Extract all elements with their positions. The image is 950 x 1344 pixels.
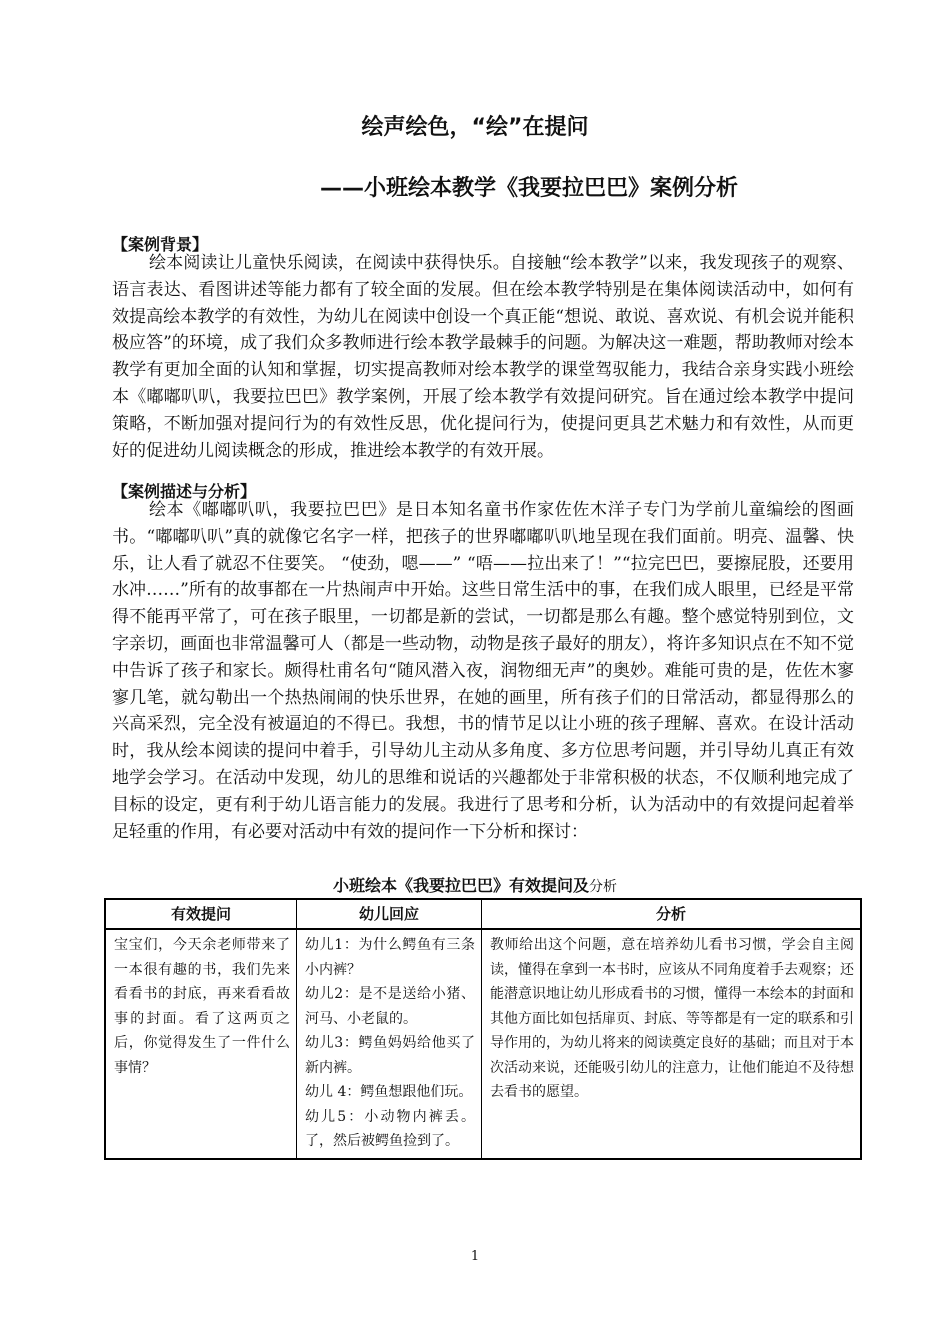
header-response: 幼儿回应 bbox=[297, 899, 482, 929]
response-item: 幼儿 4：鳄鱼想跟他们玩。 bbox=[305, 1084, 473, 1100]
response-item: 幼儿1：为什么鳄鱼有三条小内裤？ bbox=[305, 937, 475, 978]
page-number: 1 bbox=[470, 1249, 480, 1264]
response-item: 幼儿2：是不是送给小猪、河马、小老鼠的。 bbox=[305, 986, 475, 1027]
table-title bbox=[0, 873, 950, 896]
analysis-cell: 教师给出这个问题，意在培养幼儿看书习惯，学会自主阅读，懂得在拿到一本书时，应该从不同角度着手去观察；还能潜意识地让幼儿形成看书的习惯，懂得一本绘本的封面和其他方面比如包括扉页、封底、等等都是有一定的联系和引导作用的，为幼儿将来的阅读奠定良好的基础；而且对于本次活动来说，还能吸引幼儿的注意力，让他们能迫不及待想去看书的愿望。 bbox=[482, 929, 862, 1159]
description-heading: 【案例描述与分析】 bbox=[112, 482, 257, 501]
table-title-bold: 小班绘本《我要拉巴巴》有效提问及 bbox=[332, 876, 589, 895]
table-header-row bbox=[105, 899, 861, 929]
response-item: 幼儿5：小动物内裤丢。了，然后被鳄鱼捡到了。 bbox=[305, 1108, 475, 1149]
question-analysis-table bbox=[104, 898, 862, 1160]
page-title: 绘声绘色，“绘”在提问 bbox=[361, 115, 589, 140]
question-cell: 宝宝们，今天余老师带来了一本很有趣的书，我们先来看看书的封底，再来看看故事的封面。看了这两页之后，你觉得发生了一件什么事情？ bbox=[105, 929, 297, 1159]
table-row bbox=[105, 929, 861, 1159]
description-paragraph: 绘本《嘟嘟叭叭，我要拉巴巴》是日本知名童书作家佐佐木洋子专门为学前儿童编绘的图画书。“嘟嘟叭叭”真的就像它名字一样，把孩子的世界嘟嘟叭叭地呈现在我们面前。明亮、温馨、快乐，让人看了就忍不住要笑。 “使劲，嗯——” “唔——拉出来了！”“拉完巴巴，要擦屁股，还要用水冲……”所有的故事都在一片热闹声中开始。这些日常生活中的事，在我们成人眼里，已经是平常得不能再平常了，可在孩子眼里，一切都是新的尝试，一切都是那么有趣。整个感觉特别到位，文字亲切，画面也非常温馨可人（都是一些动物，动物是孩子最好的朋友），将许多知识点在不知不觉中告诉了孩子和家长。颇得杜甫名句“随风潜入夜，润物细无声”的奥妙。难能可贵的是，佐佐木寥寥几笔，就勾勒出一个热热闹闹的快乐世界，在她的画里，所有孩子们的日常活动，都显得那么的兴高采烈，完全没有被逼迫的不得已。我想，书的情节足以让小班的孩子理解、喜欢。在设计活动时，我从绘本阅读的提问中着手，引导幼儿主动从多角度、多方位思考问题，并引导幼儿真正有效地学会学习。在活动中发现，幼儿的思维和说话的兴趣都处于非常积极的状态，不仅顺利地完成了目标的设定，更有利于幼儿语言能力的发展。我进行了思考和分析，认为活动中的有效提问起着举足轻重的作用，有必要对活动中有效的提问作一下分析和探讨： bbox=[112, 500, 854, 842]
background-paragraph: 绘本阅读让儿童快乐阅读，在阅读中获得快乐。自接触“绘本教学”以来，我发现孩子的观察、语言表达、看图讲述等能力都有了较全面的发展。但在绘本教学特别是在集体阅读活动中，如何有效提高绘本教学的有效性，为幼儿在阅读中创设一个真正能“想说、敢说、喜欢说、有机会说并能积极应答”的环境，成了我们众多教师进行绘本教学最棘手的问题。为解决这一难题，帮助教师对绘本教学有更加全面的认知和掌握，切实提高教师对绘本教学的课堂驾驭能力，我结合亲身实践小班绘本《嘟嘟叭叭，我要拉巴巴》教学案例，开展了绘本教学有效提问研究。旨在通过绘本教学中提问策略，不断加强对提问行为的有效性反思，优化提问行为，使提问更具艺术魅力和有效性，从而更好的促进幼儿阅读概念的形成，推进绘本教学的有效开展。 bbox=[112, 253, 854, 461]
header-analysis: 分析 bbox=[482, 899, 862, 929]
page-subtitle: ——小班绘本教学《我要拉巴巴》案例分析 bbox=[320, 176, 739, 201]
background-heading: 【案例背景】 bbox=[112, 235, 209, 254]
header-question: 有效提问 bbox=[105, 899, 297, 929]
table-title-normal: 分析 bbox=[589, 879, 617, 895]
response-cell bbox=[297, 929, 482, 1159]
response-item: 幼儿3：鳄鱼妈妈给他买了新内裤。 bbox=[305, 1035, 475, 1076]
